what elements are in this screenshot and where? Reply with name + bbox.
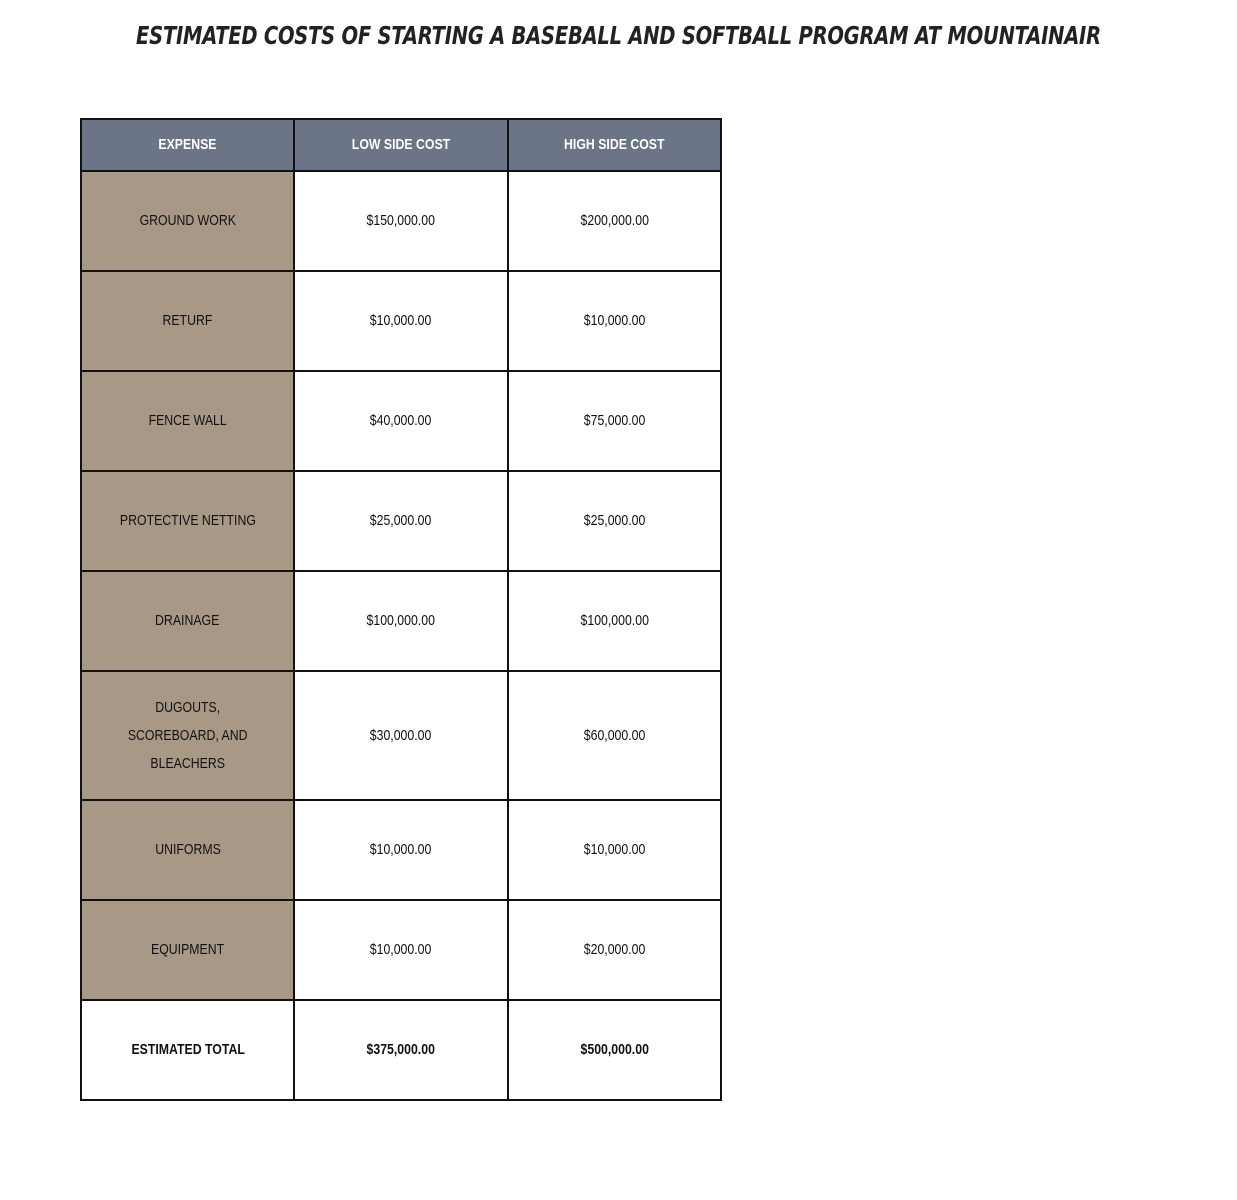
expense-cell: FENCE WALL <box>81 371 294 471</box>
expense-cell: DUGOUTS, SCOREBOARD, AND BLEACHERS <box>81 671 294 800</box>
total-row <box>81 1000 721 1100</box>
high-cost-cell: $25,000.00 <box>508 471 721 571</box>
expense-cell: PROTECTIVE NETTING <box>81 471 294 571</box>
low-cost-cell: $10,000.00 <box>294 800 507 900</box>
low-cost-cell: $10,000.00 <box>294 900 507 1000</box>
high-cost-cell: $20,000.00 <box>508 900 721 1000</box>
high-cost-cell: $60,000.00 <box>508 671 721 800</box>
low-cost-cell: $25,000.00 <box>294 471 507 571</box>
total-low-cell: $375,000.00 <box>294 1000 507 1100</box>
expense-cell: DRAINAGE <box>81 571 294 671</box>
low-cost-cell: $10,000.00 <box>294 271 507 371</box>
table-row <box>81 671 721 800</box>
table-row <box>81 571 721 671</box>
low-cost-cell: $40,000.00 <box>294 371 507 471</box>
expense-cell: UNIFORMS <box>81 800 294 900</box>
expense-cell: RETURF <box>81 271 294 371</box>
header-high-side-cost: HIGH SIDE COST <box>508 119 721 171</box>
cost-table <box>80 118 722 1101</box>
high-cost-cell: $10,000.00 <box>508 800 721 900</box>
page-title <box>0 14 1101 57</box>
high-cost-cell: $200,000.00 <box>508 171 721 271</box>
high-cost-cell: $10,000.00 <box>508 271 721 371</box>
table-row <box>81 900 721 1000</box>
total-high-cell: $500,000.00 <box>508 1000 721 1100</box>
expense-cell: EQUIPMENT <box>81 900 294 1000</box>
header-expense: EXPENSE <box>81 119 294 171</box>
header-low-side-cost: LOW SIDE COST <box>294 119 507 171</box>
high-cost-cell: $100,000.00 <box>508 571 721 671</box>
table-header-row <box>81 119 721 171</box>
page-title-text: ESTIMATED COSTS OF STARTING A BASEBALL AND SOFTBALL PROGRAM AT MOUNTAINAIR <box>136 21 1101 50</box>
low-cost-cell: $100,000.00 <box>294 571 507 671</box>
table-row <box>81 171 721 271</box>
table-row <box>81 471 721 571</box>
low-cost-cell: $150,000.00 <box>294 171 507 271</box>
table-row <box>81 371 721 471</box>
low-cost-cell: $30,000.00 <box>294 671 507 800</box>
expense-cell: GROUND WORK <box>81 171 294 271</box>
high-cost-cell: $75,000.00 <box>508 371 721 471</box>
total-label-cell: ESTIMATED TOTAL <box>81 1000 294 1100</box>
table-row <box>81 271 721 371</box>
table-row <box>81 800 721 900</box>
